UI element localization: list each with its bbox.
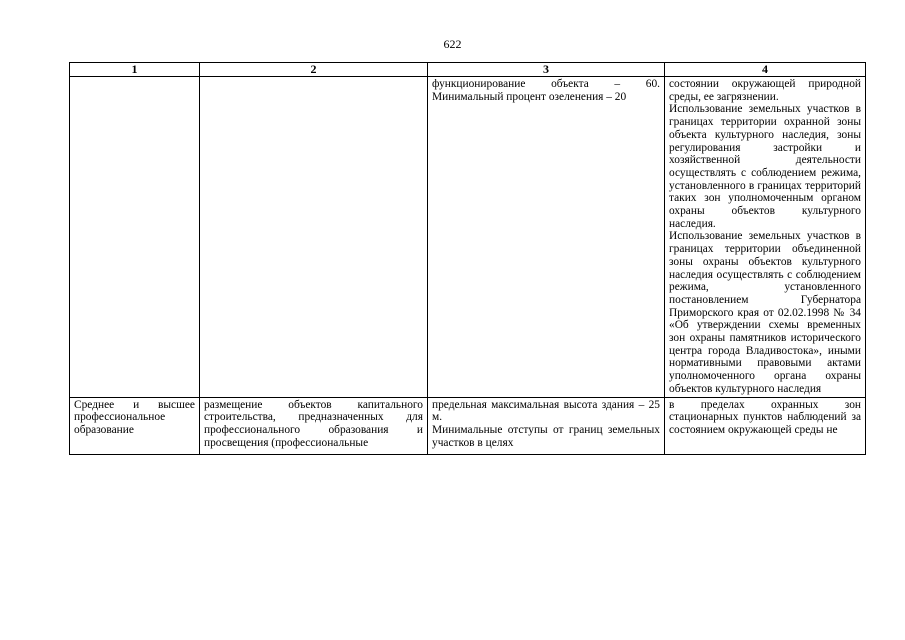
row2-cell-3-text: [432, 399, 660, 453]
row1-cell-2: [200, 77, 428, 398]
table-row: [70, 77, 866, 398]
row2-cell-3-para-1: предельная максимальная высота здания – 25 м.: [432, 398, 660, 424]
page-number: 622: [443, 37, 462, 51]
row1-cell-3: [428, 77, 665, 398]
row2-cell-3: [428, 397, 665, 454]
row1-cell-1: [70, 77, 200, 398]
row1-cell-4-para-2: Использование земельных участков в границах территории охранной зоны объекта культурного наследия, зоны регулирования застройки и хозяйственной деятельности осуществлять с соблюдением режима, установленного в границах территорий таких зон уполномоченным органом охраны объектов культурного наследия.: [669, 103, 861, 230]
column-header-2: 2: [200, 63, 428, 77]
row2-cell-4: [665, 397, 866, 454]
table-header-row: [70, 63, 866, 77]
row2-cell-1-text: Среднее и высшее профессиональное образование: [74, 398, 195, 436]
row2-cell-2-text: размещение объектов капитального строительства, предназначенных для профессионального образования и просвещения (профессиональные: [204, 398, 423, 449]
column-header-3: 3: [428, 63, 665, 77]
column-header-4: 4: [665, 63, 866, 77]
row2-cell-4-para-1: в пределах охранных зон стационарных пунктов наблюдений за состоянием окружающей среды не: [669, 398, 861, 436]
regulation-table: [69, 62, 866, 455]
row1-cell-4-para-1: состоянии окружающей природной среды, ее загрязнении.: [669, 78, 861, 103]
row2-cell-4-text: [669, 399, 861, 453]
row1-cell-4-para-3: Использование земельных участков в границах территории объединенной зоны охраны объектов культурного наследия осуществлять с соблюдением режима, установленного постановлением Губернатора Приморского края от 02.02.1998 № 34 «Об утверждении схемы временных зон охраны памятников исторического центра города Владивостока», иными нормативными правовыми актами уполномоченного органа охраны объектов культурного наследия: [669, 230, 861, 395]
row1-cell-4: [665, 77, 866, 398]
row1-cell-3-para-1: функционирование объекта – 60. Минимальный процент озеленения – 20: [432, 78, 660, 103]
row2-cell-1: [70, 397, 200, 454]
row2-cell-2: [200, 397, 428, 454]
row2-cell-3-para-2: Минимальные отступы от границ земельных участков в целях: [432, 423, 660, 449]
column-header-1: 1: [70, 63, 200, 77]
table-row: [70, 397, 866, 454]
